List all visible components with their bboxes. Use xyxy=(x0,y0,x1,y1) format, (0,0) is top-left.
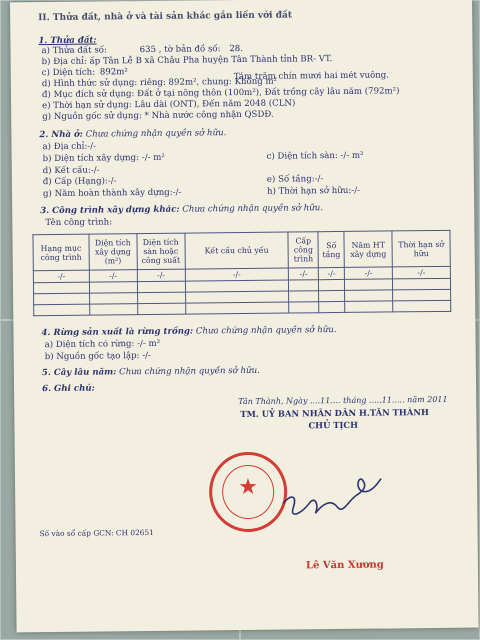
issuing-authority: TM. UỶ BAN NHÂN DÂN H.TÂN THÀNH xyxy=(240,407,429,420)
perennial-heading: 5. Cây lâu năm: xyxy=(41,367,117,379)
signature-scribble xyxy=(277,468,388,529)
house-ownership-term: h) Thời hạn sở hữu:-/- xyxy=(266,185,361,197)
section-title: II. Thửa đất, nhà ở và tài sản khác gắn liền với đất xyxy=(38,10,293,24)
forest-heading-row xyxy=(41,325,336,338)
column-header: Diện tích sàn hoặc công suất xyxy=(137,233,185,269)
land-parcel-heading: 1. Thửa đất: xyxy=(38,35,97,47)
table-cell: -/- xyxy=(289,268,319,280)
signer-name: Lê Văn Xương xyxy=(305,559,384,572)
house-address: a) Địa chỉ:-/- xyxy=(42,141,97,153)
table-cell: -/- xyxy=(319,267,345,279)
parcel-number-row xyxy=(41,44,243,56)
house-heading-row xyxy=(39,128,226,140)
forest-status: Chưa chứng nhận quyền sở hữu. xyxy=(195,325,337,337)
table-cell: -/- xyxy=(137,269,185,282)
perennial-heading-row xyxy=(42,366,260,378)
area-in-words: Tám trăm chín mươi hai mét vuông. xyxy=(233,70,390,83)
house-build-area: b) Diện tích xây dựng: -/- m² xyxy=(42,152,165,165)
area-value: 892m² xyxy=(99,67,128,78)
parcel-number-label: a) Thửa đất số: xyxy=(41,45,107,57)
signer-title: CHỦ TỊCH xyxy=(308,419,359,431)
parcel-number: 635 xyxy=(139,44,157,56)
table-cell: -/- xyxy=(185,268,289,281)
table-cell: -/- xyxy=(392,266,450,279)
forest-area: a) Diện tích có rừng: -/- m² xyxy=(44,338,161,351)
column-header: Thời hạn sở hữu xyxy=(392,230,450,267)
parcel-address: b) Địa chỉ: ấp Tân Lễ B xã Châu Pha huyện Tân Thành tỉnh BR- VT. xyxy=(41,54,333,68)
column-header: Hạng mục công trình xyxy=(33,234,89,271)
house-structure: d) Kết cấu:-/- xyxy=(42,165,100,177)
registry-number: Số vào sổ cấp GCN: CH 02651 xyxy=(39,527,154,539)
house-grade: đ) Cấp (Hạng):-/- xyxy=(42,176,117,188)
column-header: Cấp công trình xyxy=(288,232,318,268)
map-sheet-label: , tờ bản đồ số: xyxy=(158,44,221,55)
house-completion-year: g) Năm hoàn thành xây dựng:-/- xyxy=(42,187,182,200)
forest-origin: b) Nguồn gốc tạo lập: -/- xyxy=(44,350,151,363)
forest-heading: 4. Rừng sản xuất là rừng trồng: xyxy=(41,326,194,339)
land-certificate-page xyxy=(10,0,479,632)
perennial-status: Chưa chứng nhận quyền sở hữu. xyxy=(119,365,260,378)
official-seal xyxy=(209,452,288,533)
other-works-table xyxy=(32,230,451,316)
column-header: Năm HT xây dựng xyxy=(344,231,392,267)
works-name-label: Tên công trình: xyxy=(45,217,113,229)
table-cell: -/- xyxy=(345,267,393,280)
other-works-heading-row xyxy=(40,203,323,216)
usage-duration: e) Thời hạn sử dụng: Lâu dài (ONT), Đến năm 2048 (CLN) xyxy=(42,98,296,112)
table-cell: -/- xyxy=(33,270,89,283)
table-header-row xyxy=(33,230,450,270)
notes-heading: 6. Ghi chú: xyxy=(42,383,95,395)
house-floors: e) Số tầng:-/- xyxy=(266,174,324,185)
column-header: Diện tích xây dựng (m²) xyxy=(89,234,137,270)
column-header: Số tầng xyxy=(318,231,344,267)
house-heading: 2. Nhà ở: xyxy=(39,129,83,141)
map-sheet-number: 28. xyxy=(229,43,244,55)
parcel-area-row xyxy=(42,67,128,78)
area-label: c) Diện tích: xyxy=(41,67,96,79)
house-status: Chưa chứng nhận quyền sở hữu. xyxy=(85,128,227,140)
usage-origin: g) Nguồn gốc sử dụng: * Nhà nước công nhận QSDĐ. xyxy=(42,109,274,123)
usage-purpose: đ) Mục đích sử dụng: Đất ở tại nông thôn (100m²), Đất trồng cây lâu năm (792m²) xyxy=(41,86,400,101)
place-date: Tân Thành, Ngày ....11.... tháng .....11..... năm 2011 xyxy=(238,394,448,407)
usage-form: d) Hình thức sử dụng: riêng: 892m², chung: Không m² xyxy=(41,76,278,90)
seal-star-icon: ★ xyxy=(238,474,259,501)
column-header: Kết cấu chủ yếu xyxy=(185,232,289,269)
other-works-status: Chưa chứng nhận quyền sở hữu. xyxy=(182,203,324,215)
other-works-heading: 3. Công trình xây dựng khác: xyxy=(40,204,180,217)
table-cell: -/- xyxy=(89,270,137,283)
house-floor-area: c) Diện tích sàn: -/- m² xyxy=(266,150,364,162)
